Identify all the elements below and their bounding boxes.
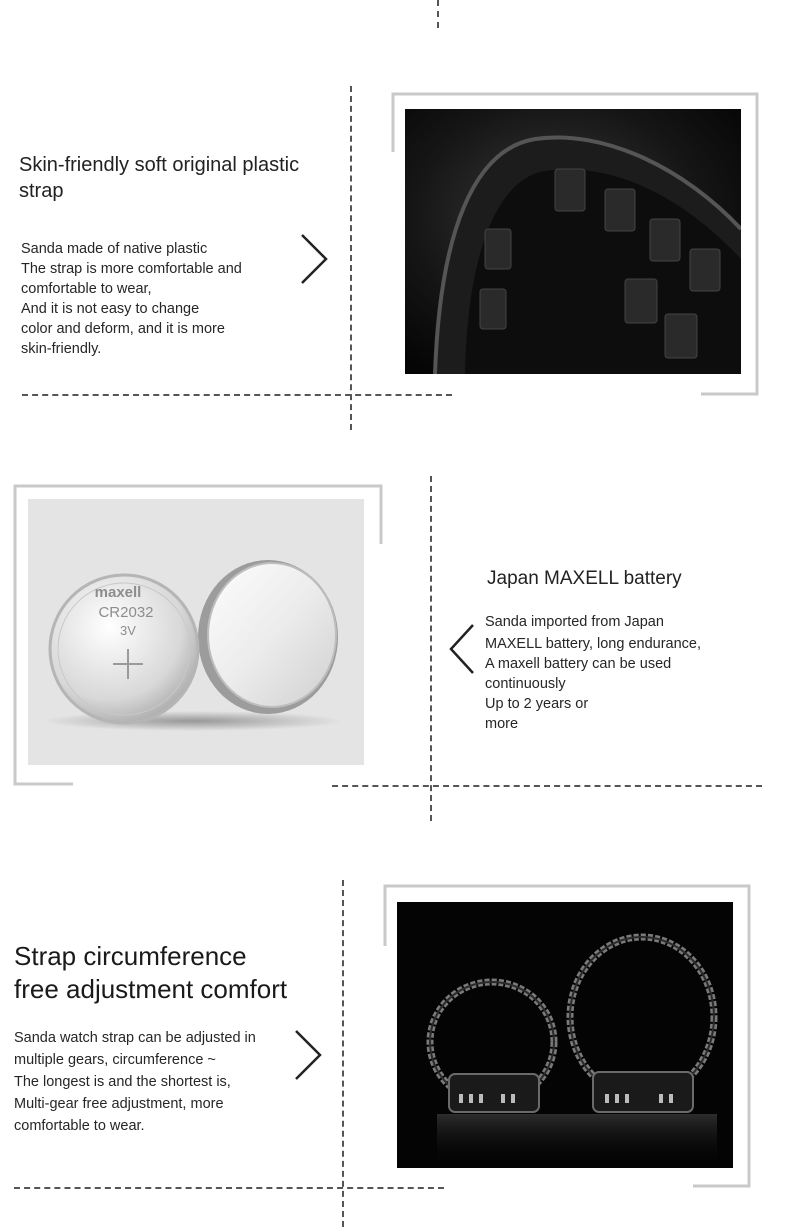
section1-description — [21, 239, 242, 359]
chevron-right-icon — [298, 231, 330, 287]
section2-line: more — [485, 716, 519, 732]
top-divider-dash — [437, 0, 439, 28]
section3-line: Multi-gear free adjustment, more — [14, 1096, 224, 1112]
section3-vertical-dash — [342, 880, 344, 1227]
section1-horizontal-dash — [22, 394, 452, 396]
section1-vertical-dash — [350, 86, 352, 430]
section1-title-line: strap — [19, 180, 64, 202]
section1-title-line: Skin-friendly soft original plastic — [19, 154, 300, 176]
section1-line: color and deform, and it is more — [21, 321, 225, 337]
section3-description — [14, 1027, 256, 1137]
section3-line: multiple gears, circumference ~ — [14, 1052, 216, 1068]
chevron-left-icon — [447, 621, 477, 677]
section3-title — [14, 940, 334, 1006]
section2-line: MAXELL battery, long endurance, — [485, 636, 702, 652]
section1-line: Sanda made of native plastic — [21, 241, 208, 257]
chevron-right-icon — [292, 1027, 324, 1083]
section2-vertical-dash — [430, 476, 432, 821]
section1-title — [19, 152, 339, 204]
section3-line: Sanda watch strap can be adjusted in — [14, 1030, 256, 1046]
section3-horizontal-dash — [14, 1187, 444, 1189]
section1-line: comfortable to wear, — [21, 281, 152, 297]
section1-line: The strap is more comfortable and — [21, 261, 242, 277]
section3-line: comfortable to wear. — [14, 1118, 145, 1134]
section2-line: A maxell battery can be used — [485, 656, 672, 672]
strap-photo — [405, 109, 741, 374]
section3-title-line: Strap circumference — [14, 941, 247, 971]
section2-line: continuously — [485, 676, 566, 692]
battery-voltage-text: 3V — [120, 623, 136, 638]
section1-line: And it is not easy to change — [21, 301, 200, 317]
section1-line: skin-friendly. — [21, 341, 102, 357]
section2-line: Sanda imported from Japan — [485, 614, 664, 630]
section2-description — [485, 612, 701, 734]
battery-brand-text: maxell — [94, 584, 142, 601]
watch-straps-photo — [397, 902, 733, 1168]
section2-line: Up to 2 years or — [485, 696, 589, 712]
section3-title-line: free adjustment comfort — [14, 974, 288, 1004]
section3-line: The longest is and the shortest is, — [14, 1074, 231, 1090]
section2-horizontal-dash — [332, 785, 762, 787]
section2-title: Japan MAXELL battery — [487, 568, 682, 589]
battery-photo — [28, 499, 364, 765]
battery-model-text: CR2032 — [98, 604, 154, 621]
